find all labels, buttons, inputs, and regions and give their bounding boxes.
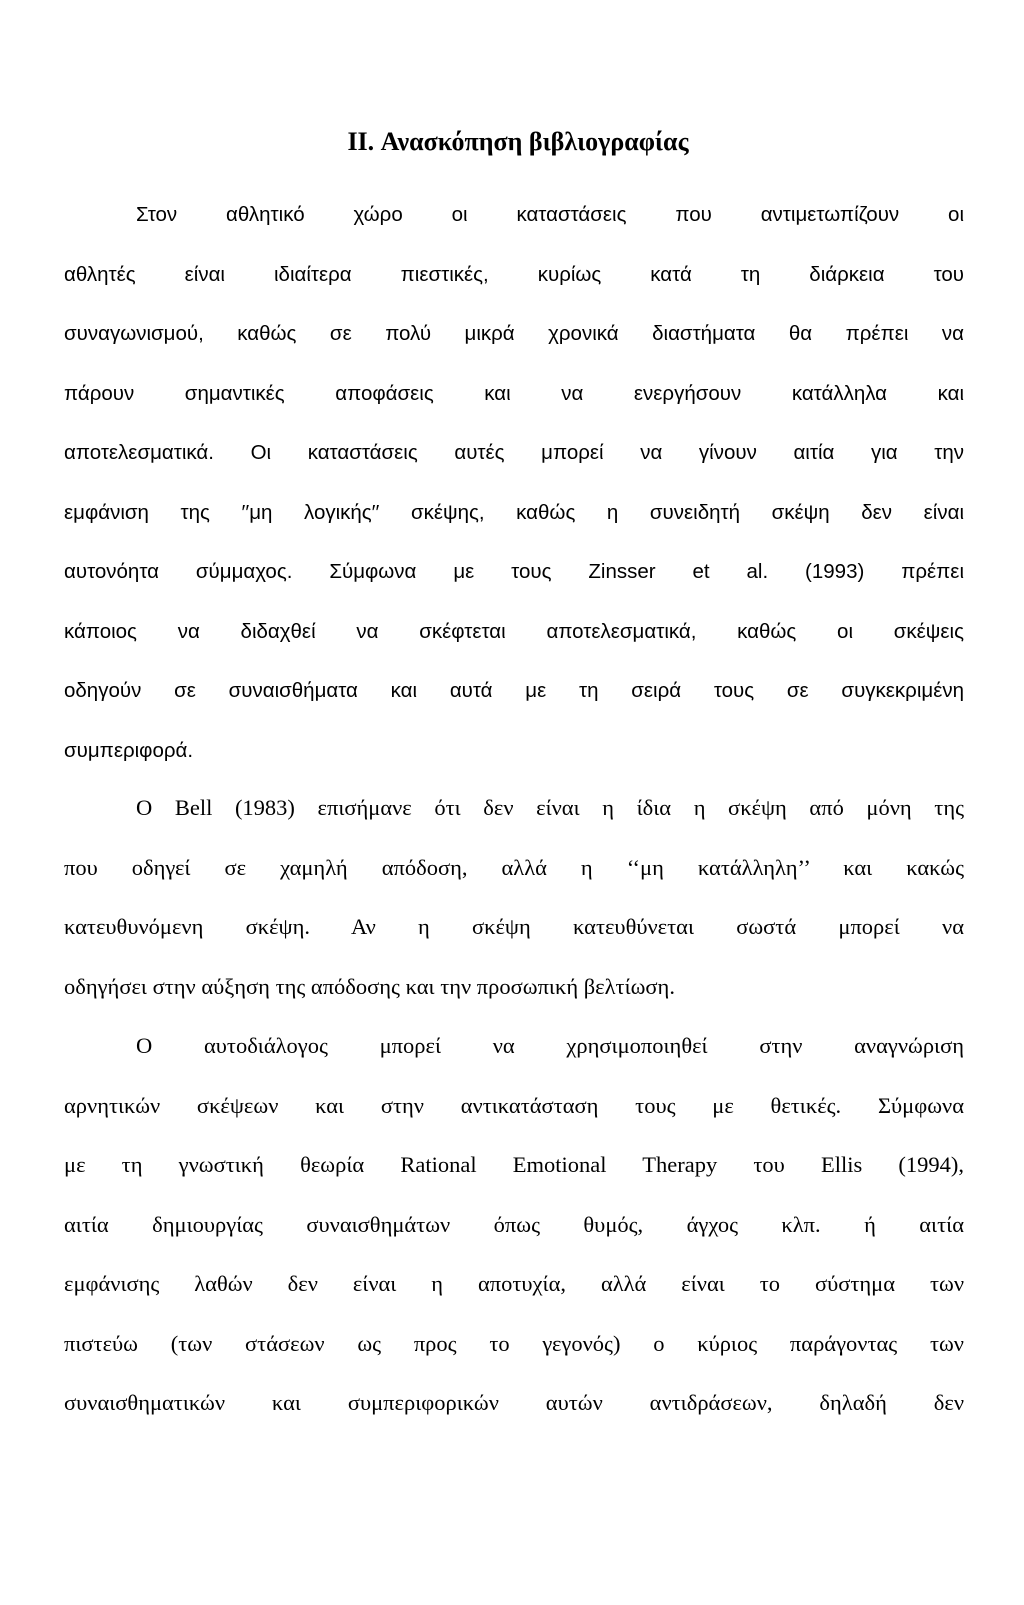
text-line: Ο αυτοδιάλογος μπορεί να χρησιμοποιηθεί στην αναγνώριση [136,1033,964,1058]
text-line: συναισθηματικών και συμπεριφορικών αυτών αντιδράσεων, δηλαδή δεν [64,1390,964,1415]
text-line: συναγωνισμού, καθώς σε πολύ μικρά χρονικά διαστήματα θα πρέπει να [64,322,964,345]
text-line: αθλητές είναι ιδιαίτερα πιεστικές, κυρίως κατά τη διάρκεια του [64,262,964,286]
section-heading: II. Ανασκόπηση βιβλιογραφίας [347,127,689,156]
text-line: Ο Bell (1983) επισήμανε ότι δεν είναι η ίδια η σκέψη από μόνη της [136,795,964,820]
text-line: κάποιος να διδαχθεί να σκέφτεται αποτελεσματικά, καθώς οι σκέψεις [64,619,964,643]
text-line: αρνητικών σκέψεων και στην αντικατάσταση τους με θετικές. Σύμφωνα [64,1092,964,1118]
text-line: αυτονόητα σύμμαχος. Σύμφωνα με τους Zinsser et al. (1993) πρέπει [64,560,964,583]
text-line: Στον αθλητικό χώρο οι καταστάσεις που αντιμετωπίζουν οι [136,203,964,226]
paragraph-1 [64,185,964,780]
text-line: αποτελεσματικά. Οι καταστάσεις αυτές μπορεί να γίνουν αιτία για την [64,441,964,464]
text-line: πιστεύω (των στάσεων ως προς το γεγονός) ο κύριος παράγοντας των [64,1330,964,1356]
text-line: οδηγήσει στην αύξηση της απόδοσης και την προσωπική βελτίωση. [64,973,675,999]
text-line: εμφάνιση της ′′μη λογικής′′ σκέψης, καθώς η συνειδητή σκέψη δεν είναι [64,500,964,524]
text-line: οδηγούν σε συναισθήματα και αυτά με τη σειρά τους σε συγκεκριμένη [64,679,964,702]
text-line: που οδηγεί σε χαμηλή απόδοση, αλλά η ‘‘μη κατάλληλη’’ και κακώς [64,854,964,880]
text-line: αιτία δημιουργίας συναισθημάτων όπως θυμός, άγχος κλπ. ή αιτία [64,1211,964,1237]
text-line: πάρουν σημαντικές αποφάσεις και να ενεργήσουν κατάλληλα και [64,381,964,405]
text-line: με τη γνωστική θεωρία Rational Emotional Therapy του Ellis (1994), [64,1152,964,1177]
text-line: εμφάνισης λαθών δεν είναι η αποτυχία, αλλά είναι το σύστημα των [64,1271,964,1296]
text-line: συμπεριφορά. [64,738,194,762]
paragraph-3 [64,1016,964,1433]
paragraph-2 [64,778,964,1016]
text-line: κατευθυνόμενη σκέψη. Αν η σκέψη κατευθύνεται σωστά μπορεί να [64,914,964,939]
